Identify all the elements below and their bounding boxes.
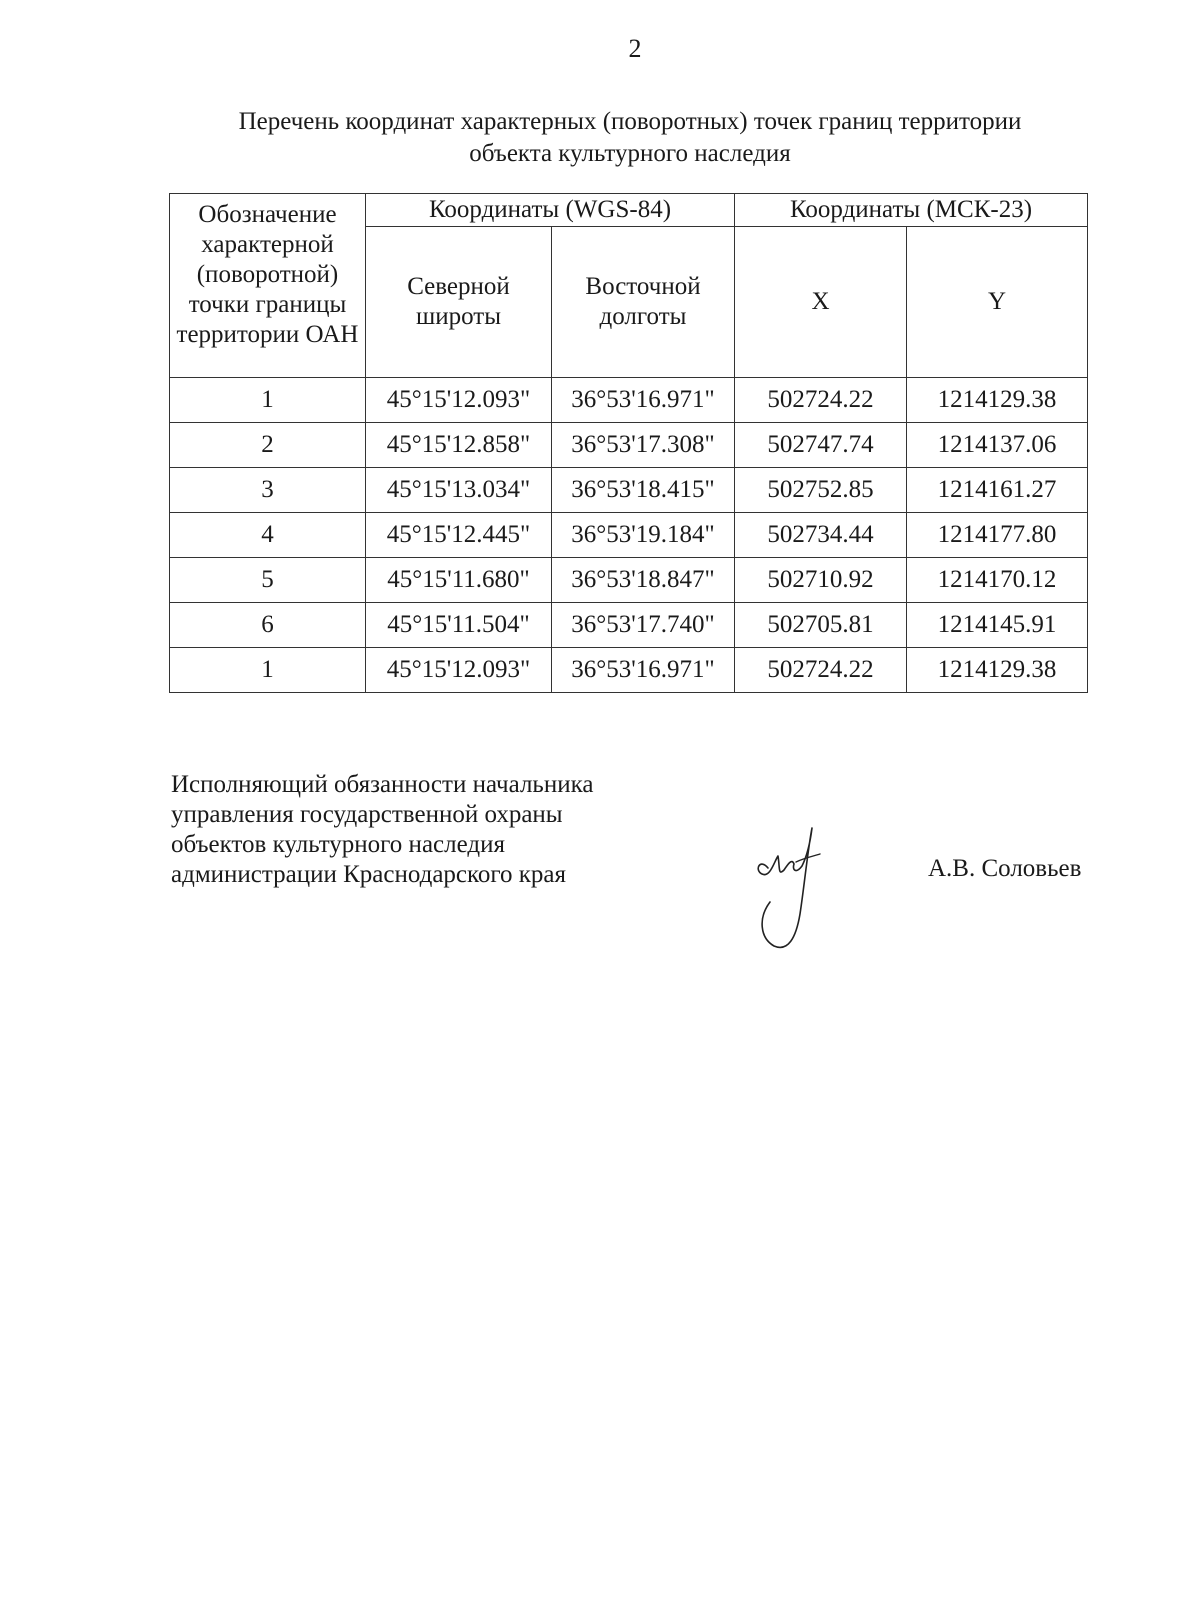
cell-point: 1 [170, 378, 366, 423]
header-point-designation: Обозначение характерной (поворотной) точки границы территории ОАН [170, 194, 366, 378]
table-header-row [170, 194, 1088, 227]
cell-longitude: 36°53'18.847" [552, 558, 735, 603]
cell-x: 502747.74 [735, 423, 907, 468]
cell-point: 2 [170, 423, 366, 468]
cell-y: 1214170.12 [907, 558, 1088, 603]
document-title-line-2: объекта культурного наследия [469, 140, 791, 167]
cell-latitude: 45°15'11.680" [366, 558, 552, 603]
cell-longitude: 36°53'19.184" [552, 513, 735, 558]
cell-x: 502724.22 [735, 378, 907, 423]
coordinates-table [169, 193, 1088, 693]
header-x: X [735, 227, 907, 378]
table-row [170, 558, 1088, 603]
document-title [160, 106, 1100, 170]
table-row [170, 513, 1088, 558]
cell-latitude: 45°15'12.093" [366, 648, 552, 693]
cell-y: 1214177.80 [907, 513, 1088, 558]
table-row [170, 468, 1088, 513]
page-number: 2 [628, 34, 642, 63]
cell-longitude: 36°53'16.971" [552, 648, 735, 693]
table-row [170, 648, 1088, 693]
cell-y: 1214145.91 [907, 603, 1088, 648]
cell-longitude: 36°53'17.308" [552, 423, 735, 468]
cell-point: 4 [170, 513, 366, 558]
cell-latitude: 45°15'12.093" [366, 378, 552, 423]
cell-x: 502705.81 [735, 603, 907, 648]
cell-x: 502710.92 [735, 558, 907, 603]
header-wgs84: Координаты (WGS-84) [366, 194, 735, 227]
cell-y: 1214137.06 [907, 423, 1088, 468]
signer-name: А.В. Соловьев [928, 855, 1082, 882]
cell-y: 1214161.27 [907, 468, 1088, 513]
table-row [170, 423, 1088, 468]
cell-point: 3 [170, 468, 366, 513]
cell-y: 1214129.38 [907, 648, 1088, 693]
cell-point: 6 [170, 603, 366, 648]
document-title-line-1: Перечень координат характерных (поворотных) точек границ территории [238, 108, 1022, 135]
cell-point: 1 [170, 648, 366, 693]
signer-position [171, 770, 593, 890]
header-east-longitude: Восточной долготы [552, 227, 735, 378]
cell-latitude: 45°15'13.034" [366, 468, 552, 513]
cell-latitude: 45°15'12.858" [366, 423, 552, 468]
signer-position-line-2: управления государственной охраны [171, 801, 563, 828]
cell-latitude: 45°15'11.504" [366, 603, 552, 648]
header-msk23: Координаты (МСК-23) [735, 194, 1088, 227]
cell-x: 502724.22 [735, 648, 907, 693]
cell-latitude: 45°15'12.445" [366, 513, 552, 558]
signer-position-line-4: администрации Краснодарского края [171, 861, 567, 888]
cell-longitude: 36°53'18.415" [552, 468, 735, 513]
cell-point: 5 [170, 558, 366, 603]
cell-longitude: 36°53'16.971" [552, 378, 735, 423]
signer-position-line-1: Исполняющий обязанности начальника [171, 771, 594, 798]
signer-position-line-3: объектов культурного наследия [171, 831, 505, 858]
cell-longitude: 36°53'17.740" [552, 603, 735, 648]
table-row [170, 603, 1088, 648]
header-y: Y [907, 227, 1088, 378]
cell-x: 502752.85 [735, 468, 907, 513]
signature-icon [748, 818, 838, 958]
cell-y: 1214129.38 [907, 378, 1088, 423]
table-row [170, 378, 1088, 423]
header-north-latitude: Северной широты [366, 227, 552, 378]
cell-x: 502734.44 [735, 513, 907, 558]
